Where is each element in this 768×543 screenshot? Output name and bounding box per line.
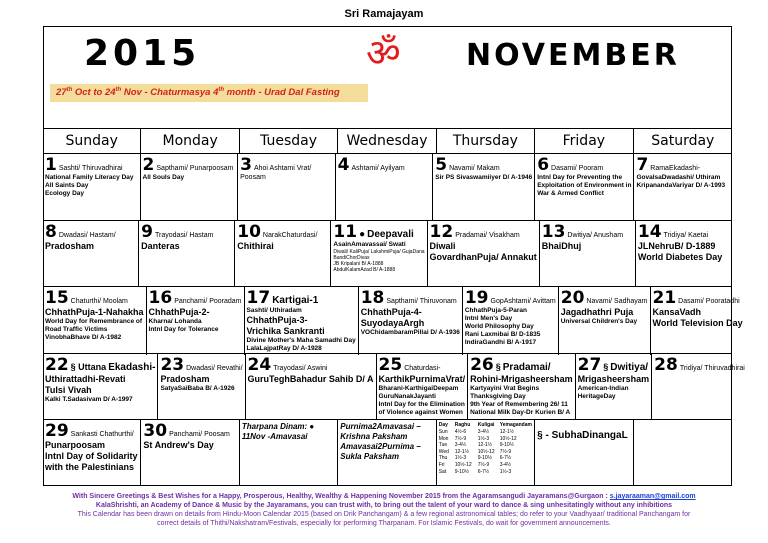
om-icon: ॐ [366,31,401,75]
kalam-header-cell: Raghu [454,422,471,429]
kalam-cell: 3-4½ [477,428,490,435]
event-line: Sir PS Sivaswamiiyer D/ A-1946 [435,174,533,181]
week-row [43,419,732,486]
kalam-header-cell: Kuligai [477,422,495,429]
event-line: BandiChorDivas [333,254,370,261]
kalam-table-row [439,469,532,476]
weekday-saturday: Saturday [651,133,715,149]
event-line: Punarpoosam [45,440,106,451]
cell-top [248,356,374,374]
kalam-cell: 6-7½ [499,455,512,462]
event-line: with the Palestinians [45,462,135,473]
event-line: World Day for Remembrance of [45,318,143,326]
cell-top [45,422,138,440]
week-row [43,153,732,220]
kalam-cell: 1½-3 [477,435,490,442]
tithi-nakshatra: Sapthami/ Thiruvonam [386,298,457,306]
info-cell [437,420,535,486]
day-cell-21 [651,287,745,355]
info-cell [634,420,732,486]
event-line: Sashti/ Uthiradam [246,307,302,315]
day-number: 5 [435,155,448,175]
kalam-cell: 12-1½ [499,428,514,435]
info-cell [338,420,436,486]
footer-greeting [0,492,768,501]
cell-top [143,422,236,440]
event-line: Diwali [429,240,456,251]
tithi-nakshatra: Chaturthi/ Moolam [70,298,128,306]
cell-top [430,223,537,241]
event-line: of Violence against Women [378,408,463,416]
day-number: 1 [45,155,57,175]
day-cell-2 [141,154,239,220]
day-cell-18 [359,287,463,355]
cell-top [542,223,633,241]
tithi-nakshatra: § - SubhaDinangaL [537,430,628,442]
event-line: Road Traffic Victims [45,326,108,334]
banner-text-2: Oct to 24 [72,87,116,99]
day-cell-4 [336,154,434,220]
day-cell-8 [43,221,139,287]
day-cell-28 [652,354,747,420]
event-line: Jagadhathri Puja [560,307,634,318]
day-number: 25 [378,354,403,375]
cell-top [45,223,136,241]
day-number: 13 [541,221,566,242]
day-number: 23 [160,354,185,375]
event-line: Vrichika Sankranti [246,326,325,337]
event-line: ChhathPuja-5-Paran [464,307,527,315]
calendar-grid [43,128,745,486]
kalam-cell: 7½-9 [499,448,512,455]
event-line: 9th Year of Remembering 26/ 11 [470,400,568,408]
kalam-cell: Fri [438,461,445,468]
event-line: American-Indian [577,384,629,392]
event-line: GuruNanakJayanti [378,392,436,400]
day-cell-10 [235,221,331,287]
event-line: Rani Laxmibai B/ D-1835 [464,331,541,339]
weeks-container [43,153,745,486]
cell-top [537,422,630,441]
cell-top [160,356,242,374]
day-number: 29 [45,421,69,442]
month-heading: NOVEMBER [466,38,680,73]
cell-top [45,289,144,307]
day-cell-16 [147,287,245,355]
day-number: 14 [637,221,662,242]
event-line: Kharna/ Lohanda [148,318,202,326]
page-top-title: Sri Ramajayam [344,8,424,20]
event-line: Poosam [240,174,266,181]
kalam-cell: 12-1½ [477,442,492,449]
weekday-wednesday: Wednesday [338,129,436,153]
kalam-cell: 4½-6 [454,428,467,435]
event-line: Kalki T.Sadasivam D/ A-1997 [45,395,133,403]
day-number: 11 [333,221,358,242]
tithi-nakshatra: Kartigai-1 [272,295,319,307]
event-line: Intnl Men's Day [464,315,513,323]
day-cell-7 [634,154,732,220]
event-line: National Family Literacy Day [45,174,134,181]
tithi-nakshatra: Trayodasi/ Hastam [154,231,214,239]
day-number: 22 [45,354,69,375]
cell-top [361,289,460,307]
event-line: Intnl Day of Solidarity [45,451,138,462]
kalam-cell: 9-10½ [454,468,469,475]
tithi-nakshatra: Sashti/ Thiruvadhirai [58,165,123,172]
cell-top [149,289,242,307]
kalam-cell: 10½-12 [454,461,472,468]
kalam-header-cell: Day [438,422,448,429]
event-line: Uthirattadhi-Revati [45,373,126,384]
day-cell-25 [377,354,469,420]
kalam-cell: Mon [438,435,449,442]
event-line: Intnl Day for the Elimination [378,400,465,408]
event-line: Universal Children's Day [560,318,638,326]
day-cell-12 [428,221,540,287]
day-cell-5 [433,154,535,220]
day-number: 12 [429,221,454,242]
event-line: Purnima2Amavasai – [340,422,421,432]
day-number: 18 [360,288,385,309]
event-line: Pradosham [160,373,210,384]
tithi-nakshatra: Navami/ Makam [449,165,500,172]
banner-text-1: 27 [56,87,67,99]
cell-top [247,289,356,307]
event-line: Amavasai2Purnima – [340,442,421,452]
cell-top [141,223,232,241]
day-cell-19 [463,287,559,355]
banner-text-3: Nov - Chaturmasya 4 [121,87,219,99]
banner-sup-2: th [115,87,122,93]
event-line: Divine Mother's Maha Samadhi Day [246,337,356,345]
day-cell-26 [468,354,576,420]
event-line: All Saints Day [45,182,89,189]
event-line: BhaiDhuj [541,240,582,251]
weekday-sunday: Sunday [43,129,141,153]
day-cell-6 [535,154,634,220]
kalam-cell: 3-4½ [499,461,512,468]
event-line: VOChidambaramPillai D/ A-1936 [360,329,460,337]
day-number: 16 [148,288,173,309]
cell-top [561,289,648,307]
event-line: Intnl Day for Preventing the [537,174,623,181]
event-line: World Television Day [652,318,743,329]
tithi-nakshatra: Dwadasi/ Revathi/ [186,364,243,372]
cell-top [237,223,328,241]
event-line: 11Nov -Amavasai [241,432,308,442]
event-line: KarthikPurnimaVrat/ [378,373,466,384]
tithi-nakshatra: Chaturdasi- [404,364,441,372]
kalam-cell: Wed [438,448,449,455]
event-line: AbdulKalamAzad B/ A-1888 [333,266,396,273]
footer-email-link[interactable]: s.jayaraaman@gmail.com [609,493,696,500]
tithi-nakshatra: Tridiya/ Thiruvadhirai [679,364,745,372]
event-line: Diwali/ KaliPuja/ LakshmiPuja/ GujaDana [333,248,425,255]
kalam-table-row [439,429,532,436]
event-line: GuruTeghBahadur Sahib D/ A [247,373,374,384]
event-line: World Diabetes Day [637,251,723,262]
event-line: VinobhaBhave D/ A-1982 [45,334,122,342]
tithi-nakshatra: Pradamai/ [502,361,551,373]
tithi-nakshatra: Dwadasi/ Hastam/ [58,231,116,239]
event-line: Kartyayini Vrat Begins [470,384,540,392]
year-heading: 2015 [84,33,201,74]
cell-top [338,156,431,174]
event-line: Pradosham [45,240,95,251]
tithi-nakshatra: Pradamai/ Visakham [455,231,520,239]
event-line: Tulsi Vivah [45,384,92,395]
tithi-nakshatra: Navami/ Sadhayam [586,298,648,306]
event-line: HeritageDay [577,392,616,400]
kalam-header-cell: Yemagandam [499,422,532,429]
weekday-thursday: Thursday [437,129,535,153]
info-cell [240,420,338,486]
event-line: Ecology Day [45,190,85,197]
day-cell-3 [238,154,336,220]
cell-top [654,356,745,374]
weekday-friday: Friday [535,129,633,153]
event-line: SatyaSaiBaba B/ A-1926 [160,384,235,392]
banner-sup-1: th [66,87,73,93]
tithi-nakshatra: Ekadashi- [108,361,156,373]
day-number: 4 [337,155,350,175]
kalam-cell: 1½-3 [454,455,467,462]
event-line: ChhathPuja-2- [148,307,210,318]
event-line: Thanksgiving Day [470,392,526,400]
event-line: KripanandaVariyar D/ A-1993 [636,182,726,189]
event-line: ChhathPuja-1-Nahakha [45,307,144,318]
cell-top [435,156,532,174]
cell-top [638,223,730,241]
auspicious-marker: § [603,361,609,372]
day-number: 2 [142,155,155,175]
kalam-cell: 1½-3 [499,468,512,475]
rahu-kalam-table [439,422,532,475]
cell-top [379,356,466,374]
tharpana-dot-icon: ● [359,228,366,240]
day-cell-30 [141,420,239,486]
event-line: Chithirai [237,240,274,251]
kalam-cell: Sun [438,428,448,435]
event-line: GovalsaDwadashi/ Uthiram [636,174,721,181]
day-number: 19 [464,288,489,309]
tithi-nakshatra: Ashtami/ Ayilyam [351,165,405,172]
cell-top [45,356,155,374]
kalam-cell: 7½-9 [454,435,467,442]
kalam-cell: 10½-12 [499,435,517,442]
tithi-nakshatra: Sankasti Chathurthi/ [70,431,134,439]
weekday-tuesday: Tuesday [240,129,338,153]
event-line: KansaVadh [652,307,702,318]
event-line: Tharpana Dinam: ● [241,422,315,432]
weekday-header-row [43,128,732,153]
kalam-cell: 9-10½ [499,442,514,449]
chaturmasya-banner [50,84,368,102]
event-line: Intnl Day for Tolerance [148,326,219,334]
day-cell-9 [139,221,235,287]
tithi-nakshatra: Tridiya/ Kaetai [663,231,709,239]
event-line: JB Kripalani B/ A-1888 [333,260,384,267]
kalam-cell: 7½-9 [477,461,490,468]
cell-top [143,156,236,174]
event-line: ChhathPuja-4- [360,307,422,318]
day-cell-22 [43,354,158,420]
tithi-nakshatra: Trayodasi/ Aswini [273,364,328,372]
kalam-cell: 6-7½ [477,468,490,475]
day-cell-13 [540,221,636,287]
day-cell-15 [43,287,147,355]
event-line: Rohini-Mrigasheersham [470,373,573,384]
kalam-cell: 9-10½ [477,455,492,462]
event-line: SuyodayaArgh [360,318,425,329]
week-row [43,353,745,420]
cell-top [578,356,650,374]
cell-top [470,356,573,374]
footer-disclaimer-2: correct details of Thithi/Nakshatram/Festivals, especially for performing Tharpanam. For Islamic Festivals, do wait for government announcements. [157,520,611,527]
event-line: World Philosophy Day [464,323,534,331]
event-line: Danteras [141,240,180,251]
tithi-nakshatra: NarakChaturdasi/ [262,231,318,239]
cell-top [45,156,138,174]
day-number: 6 [537,155,550,175]
event-line: Mrigasheersham [577,373,650,384]
week-row [43,286,743,353]
weekday-monday: Monday [141,129,239,153]
day-number: 21 [652,288,677,309]
day-number: 27 [577,354,602,375]
day-number: 24 [247,354,272,375]
event-line: National Milk Day-Dr Kurien B/ A [470,408,571,416]
info-cell [535,420,633,486]
day-cell-27 [576,354,653,420]
cell-top [333,223,424,241]
day-cell-29 [43,420,141,486]
kalam-table-row [439,462,532,469]
day-cell-20 [559,287,651,355]
kalam-cell: Tue [438,442,448,449]
cell-top [240,156,333,174]
footer-greeting-text: With Sincere Greetings & Best Wishes for a Happy, Prosperous, Healthy, Wealthy & Happening November 2015 from the Agaramsangudi Jayaramans@Gurgaon : [72,493,608,500]
event-line: All Souls Day [142,174,185,181]
event-line: Krishna Paksham [340,432,408,442]
kalam-table-header [439,422,532,429]
cell-top [537,156,631,174]
tithi-nakshatra: Sapthami/ Punarpoosam [156,165,234,172]
footer-disclaimer-1: This Calendar has been drawn on details from Hindu-Moon Calendar 2015 (based on Drik Panchangam) & a few regional astronomical tables; do refer to your Vaadhyaar/ traditional Panchangam for [77,511,691,518]
tithi-nakshatra: Ahoi Ashtami Vrat/ [253,165,312,172]
event-line: LalaLajpatRay D/ A-1928 [246,345,322,353]
event-line: GovardhanPuja/ Annakut [429,251,537,262]
tithi-nakshatra: Dwitiya/ [610,361,649,373]
tithi-nakshatra: GopAshtami/ Avittam [490,298,556,306]
cell-top [653,289,743,307]
day-cell-17 [245,287,359,355]
event-line: Exploitation of Environment in [537,182,632,189]
cell-top [636,156,730,174]
tithi-nakshatra: Dwitiya/ Anusham [567,231,624,239]
banner-text-4: month - Urad Dal Fasting [224,87,340,99]
kalam-cell: 3-4½ [454,442,467,449]
day-number: 3 [240,155,252,175]
kalam-cell: Thu [438,455,448,462]
day-cell-1 [43,154,141,220]
banner-sup-3: th [218,87,225,93]
tithi-nakshatra: Panchami/ Pooradam [174,298,242,306]
day-number: 15 [45,288,69,309]
day-number: 7 [636,155,649,175]
kalam-cell: 12-1½ [454,448,469,455]
day-number: 26 [470,354,494,375]
event-line: War & Armed Conflict [537,190,604,197]
event-line: Sukla Paksham [340,452,399,462]
day-number: 9 [141,221,153,242]
kalam-table-row [439,455,532,462]
day-cell-23 [158,354,245,420]
event-line: AsainAmavassai/ Swati [333,240,406,248]
day-number: 17 [246,288,271,309]
day-cell-24 [246,354,377,420]
event-line: Bharani-KarthigaiDeepam [378,384,459,392]
kalam-cell: Sat [438,468,447,475]
kalam-table-row [439,442,532,449]
event-line: JLNehruB/ D-1889 [637,240,716,251]
event-line: IndiraGandhi B/ A-1917 [464,339,537,347]
tithi-nakshatra: Dasami/ Pooratadhi [678,298,740,306]
footer-academy: KalaShrishti, an Academy of Dance & Music by the Jayaramans, you can trust with, to bring out the talent of your ward to dance & sing unhesitatingly without any inhibitions [95,502,673,509]
day-number: 8 [45,221,57,242]
event-line: St Andrew's Day [143,440,214,451]
auspicious-marker: § [495,361,501,372]
day-number: 20 [560,288,585,309]
day-number: 28 [654,354,678,375]
week-row [43,220,732,287]
day-number: 10 [237,221,261,242]
event-line: ChhathPuja-3- [246,315,308,326]
day-cell-11 [331,221,427,287]
tithi-nakshatra: Deepavali [367,228,414,240]
day-number: 30 [143,421,168,442]
footer [0,492,768,528]
cell-top [465,289,556,307]
auspicious-marker: § Uttana [70,361,107,372]
kalam-cell: 10½-12 [477,448,495,455]
tithi-nakshatra: RamaEkadashi- [650,165,701,172]
day-cell-14 [636,221,732,287]
tithi-nakshatra: Dasami/ Pooram [551,165,604,172]
tithi-nakshatra: Panchami/ Poosam [169,431,230,439]
